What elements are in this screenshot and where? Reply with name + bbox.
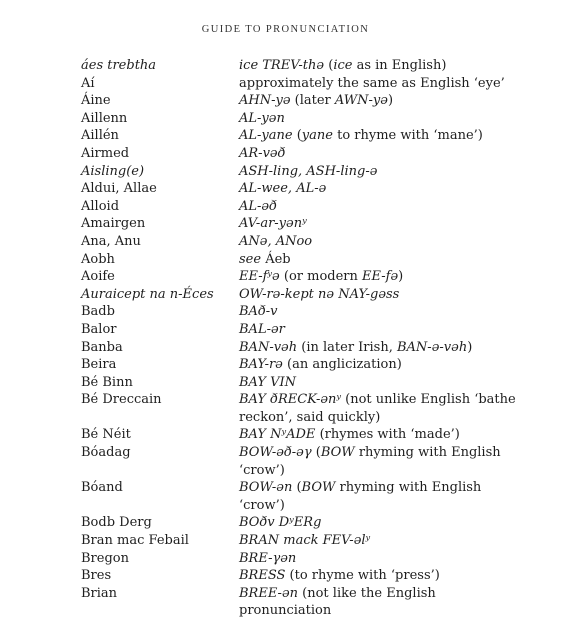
- entry-pronunciation: [239, 356, 519, 374]
- pronunciation-segment: OW-rə-kept nə NAY-gəss: [239, 286, 400, 302]
- entry-pronunciation: [239, 180, 519, 198]
- entry-row: [0, 532, 571, 550]
- entry-row: [0, 444, 571, 479]
- pronunciation-segment: AWN-yə: [334, 93, 388, 109]
- entry-term: Brian: [81, 585, 118, 601]
- entry-term: Balor: [81, 321, 117, 337]
- pronunciation-segment: (not like the English pronunciation: [239, 585, 436, 619]
- entry-row: [0, 479, 571, 514]
- entry-pronunciation: [239, 567, 519, 585]
- pronunciation-segment: BRAN mack FEV-əlʸ: [239, 533, 371, 549]
- pronunciation-segment: BRE-γən: [239, 550, 297, 566]
- pronunciation-segment: (later: [290, 93, 335, 109]
- entry-row: [0, 127, 571, 145]
- pronunciation-segment: EE-fʸə: [239, 269, 280, 285]
- entry-row: [0, 303, 571, 321]
- entry-pronunciation: [239, 391, 519, 426]
- entry-pronunciation: [239, 163, 519, 181]
- entry-row: [0, 585, 571, 620]
- pronunciation-segment: BAY-rə: [239, 357, 283, 373]
- entry-pronunciation: [239, 550, 519, 568]
- pronunciation-segment: AHN-yə: [239, 93, 291, 109]
- entry-row: [0, 339, 571, 357]
- entry-term: Áine: [81, 93, 111, 109]
- entry-term: Aobh: [81, 251, 115, 267]
- pronunciation-segment: (: [292, 128, 302, 144]
- pronunciation-segment: see: [239, 251, 262, 267]
- entry-term: Bran mac Febail: [81, 533, 189, 549]
- entry-term: Amairgen: [81, 216, 146, 232]
- pronunciation-segment: BREE-ən: [239, 585, 299, 601]
- pronunciation-segment: AV-ar-yənʸ: [239, 216, 307, 232]
- entry-row: [0, 426, 571, 444]
- pronunciation-segment: BAY ðRECK-ənʸ: [239, 392, 342, 408]
- entry-row: [0, 110, 571, 128]
- pronunciation-segment: AR-vəð: [239, 145, 286, 161]
- entry-pronunciation: [239, 198, 519, 216]
- pronunciation-list: [0, 57, 571, 620]
- entry-row: [0, 550, 571, 568]
- pronunciation-segment: AL-yane: [239, 128, 293, 144]
- entry-row: [0, 233, 571, 251]
- entry-pronunciation: [239, 321, 519, 339]
- entry-term: Aldui, Allae: [81, 181, 157, 197]
- pronunciation-segment: rhyming with English ‘crow’): [239, 480, 482, 513]
- entry-term: Aí: [81, 75, 95, 91]
- pronunciation-segment: BAN-vəh: [239, 339, 298, 355]
- pronunciation-segment: BAY NʸADE: [239, 427, 316, 443]
- entry-pronunciation: [239, 145, 519, 163]
- entry-row: [0, 286, 571, 304]
- pronunciation-segment: ice: [333, 58, 353, 73]
- entry-pronunciation: [239, 251, 519, 269]
- entry-term: Alloid: [81, 198, 120, 214]
- entry-term: Bóand: [81, 480, 123, 496]
- pronunciation-segment: Áeb: [261, 251, 291, 267]
- pronunciation-segment: ): [387, 93, 394, 109]
- pronunciation-segment: ): [467, 339, 473, 355]
- entry-pronunciation: [239, 444, 519, 479]
- entry-pronunciation: [239, 479, 519, 514]
- entry-pronunciation: [239, 233, 519, 251]
- pronunciation-segment: ASH-ling, ASH-ling-ə: [239, 163, 378, 179]
- entry-pronunciation: [239, 585, 519, 620]
- entry-pronunciation: [239, 426, 519, 444]
- entry-term: Bóadag: [81, 445, 131, 461]
- entry-term: Ana, Anu: [81, 233, 141, 249]
- entry-pronunciation: [239, 286, 519, 304]
- pronunciation-segment: to rhyme with ‘mane’): [332, 128, 483, 144]
- entry-row: [0, 198, 571, 216]
- entry-term: Banba: [81, 339, 123, 355]
- pronunciation-segment: (in later Irish,: [297, 339, 397, 355]
- entry-term: Beira: [81, 357, 117, 373]
- entry-term: Aillén: [81, 128, 119, 144]
- pronunciation-segment: BOðv DʸERg: [239, 515, 322, 531]
- pronunciation-segment: ): [398, 269, 404, 285]
- entry-row: [0, 163, 571, 181]
- entry-pronunciation: [239, 339, 519, 357]
- entry-row: [0, 321, 571, 339]
- entry-row: [0, 251, 571, 269]
- pronunciation-segment: (an anglicization): [282, 357, 402, 373]
- entry-term: Bé Dreccain: [81, 392, 162, 408]
- pronunciation-segment: BOW: [301, 480, 336, 496]
- entry-term: Bregon: [81, 550, 129, 566]
- entry-row: [0, 514, 571, 532]
- pronunciation-segment: (: [311, 445, 321, 461]
- entry-row: [0, 215, 571, 233]
- pronunciation-segment: AL-əð: [239, 198, 277, 214]
- entry-pronunciation: [239, 514, 519, 532]
- entry-row: [0, 374, 571, 392]
- entry-term: Bé Néit: [81, 427, 131, 443]
- entry-row: [0, 180, 571, 198]
- pronunciation-segment: rhyming with English ‘crow’): [239, 445, 501, 478]
- entry-pronunciation: [239, 303, 519, 321]
- pronunciation-segment: (not unlike English ‘bathe reckon’, said quickly): [239, 392, 516, 425]
- pronunciation-segment: BOW: [320, 445, 355, 461]
- entry-row: [0, 567, 571, 585]
- running-header: GUIDE TO PRONUNCIATION: [201, 24, 370, 35]
- pronunciation-segment: ice TREV-thə: [239, 58, 325, 73]
- entry-row: [0, 57, 571, 75]
- pronunciation-segment: (rhymes with ‘made’): [315, 427, 460, 443]
- pronunciation-segment: as in English): [352, 58, 447, 73]
- entry-term: Aillenn: [81, 110, 128, 126]
- entry-row: [0, 356, 571, 374]
- pronunciation-segment: EE-fə: [362, 269, 399, 285]
- entry-row: [0, 92, 571, 110]
- entry-pronunciation: [239, 92, 519, 110]
- entry-term: Bres: [81, 568, 112, 584]
- pronunciation-segment: (to rhyme with ‘press’): [285, 568, 440, 584]
- entry-pronunciation: [239, 374, 519, 392]
- pronunciation-segment: approximately the same as English ‘eye’: [239, 75, 505, 91]
- entry-row: [0, 391, 571, 426]
- entry-term: Badb: [81, 304, 115, 320]
- pronunciation-segment: AL-yən: [239, 110, 285, 126]
- entry-term: Aoife: [81, 269, 115, 285]
- entry-pronunciation: [239, 215, 519, 233]
- entry-pronunciation: [239, 532, 519, 550]
- pronunciation-segment: BAL-ər: [239, 321, 285, 337]
- entry-pronunciation: [239, 75, 519, 93]
- entry-row: [0, 75, 571, 93]
- entry-pronunciation: [239, 127, 519, 145]
- pronunciation-segment: AL-wee, AL-ə: [239, 181, 327, 197]
- entry-term: Bé Binn: [81, 374, 133, 390]
- pronunciation-segment: BAð-v: [239, 304, 278, 320]
- pronunciation-segment: ANə, ANoo: [239, 233, 313, 249]
- entry-row: [0, 268, 571, 286]
- entry-term: Bodb Derg: [81, 515, 152, 531]
- entry-term: Aisling(e): [81, 163, 145, 179]
- pronunciation-segment: (: [292, 480, 302, 496]
- entry-row: [0, 145, 571, 163]
- pronunciation-segment: yane: [301, 128, 333, 144]
- entry-term: áes trebtha: [81, 58, 157, 73]
- pronunciation-segment: BOW-əð-əγ: [239, 445, 312, 461]
- entry-pronunciation: [239, 268, 519, 286]
- entry-term: Airmed: [81, 145, 130, 161]
- pronunciation-segment: BAY VIN: [239, 374, 297, 390]
- entry-pronunciation: [239, 57, 519, 75]
- pronunciation-segment: BOW-ən: [239, 480, 293, 496]
- pronunciation-segment: BAN-ə-vəh: [396, 339, 468, 355]
- pronunciation-segment: (or modern: [279, 269, 363, 285]
- pronunciation-segment: BRESS: [239, 568, 286, 584]
- entry-pronunciation: [239, 110, 519, 128]
- pronunciation-segment: (: [324, 58, 334, 73]
- entry-term: Auraicept na n-Éces: [81, 286, 214, 302]
